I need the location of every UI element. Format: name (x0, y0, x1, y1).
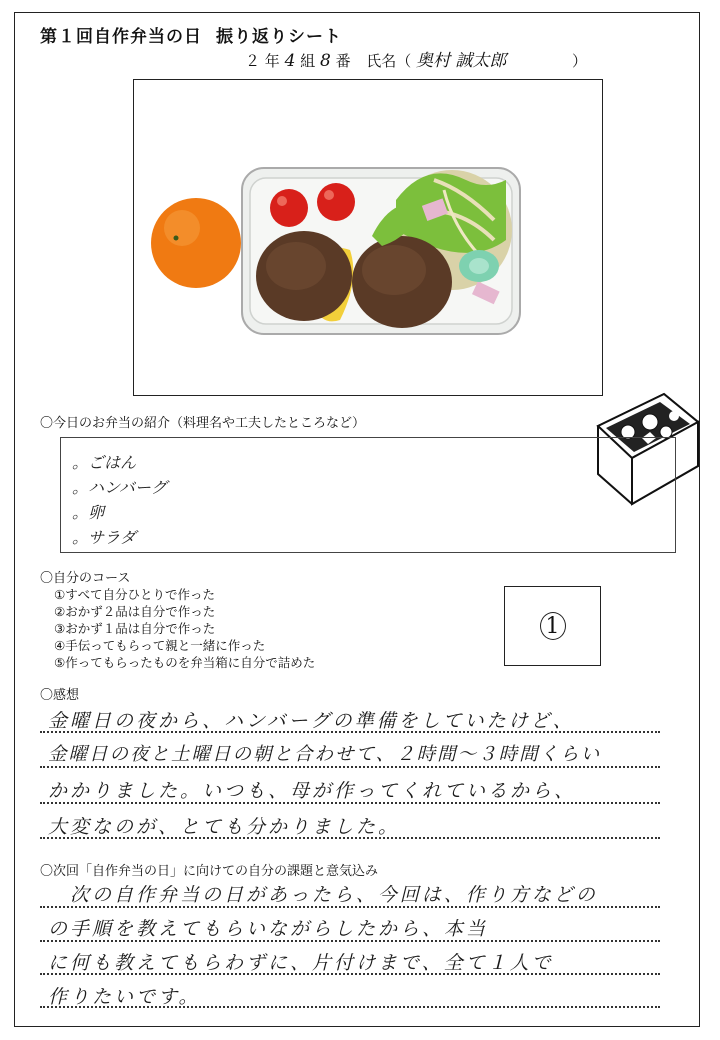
grade-unit: 年 (264, 52, 280, 70)
ruled-line (40, 940, 660, 942)
impression-line-1: 金曜日の夜から、ハンバーグの準備をしていたけど、 (48, 710, 575, 732)
class-value: 4 (284, 51, 296, 71)
bento-photo (133, 79, 603, 396)
course-option-2: ②おかず２品は自分で作った (54, 604, 216, 619)
course-selected-value: 1 (540, 612, 566, 640)
next-goals-section-label: 〇次回「自作弁当の日」に向けての自分の課題と意気込み (40, 864, 379, 879)
course-option-3: ③おかず１品は自分で作った (54, 621, 216, 636)
intro-item-3: 。卵 (72, 503, 105, 522)
tomato-left (270, 189, 308, 227)
ruled-line (40, 766, 660, 768)
title-main: 第１回自作弁当の日 (40, 27, 202, 47)
intro-item-2: 。ハンバーグ (72, 478, 167, 497)
goal-line-1: 次の自作弁当の日があったら、今回は、作り方などの (70, 884, 598, 906)
ruled-line (40, 1006, 660, 1008)
intro-section-label: 〇今日のお弁当の紹介（料理名や工夫したところなど） (40, 416, 366, 431)
ruled-line (40, 973, 660, 975)
student-info (245, 46, 587, 71)
ruled-line (40, 731, 660, 733)
course-option-4: ④手伝ってもらって親と一緒に作った (54, 638, 266, 653)
tangerine-fruit (151, 198, 241, 288)
seat-value: 8 (320, 51, 331, 71)
goal-line-2: の手順を教えてもらいながらしたから、本当 (48, 918, 489, 940)
intro-item-1: 。ごはん (72, 453, 137, 472)
ruled-line (40, 802, 660, 804)
ruled-line (40, 837, 660, 839)
sheet-title (40, 22, 342, 47)
name-value: 奥村 誠太郎 (415, 51, 507, 71)
course-option-1: ①すべて自分ひとりで作った (54, 587, 215, 602)
course-option-5: ⑤作ってもらったものを弁当箱に自分で詰めた (54, 655, 316, 670)
bento-illustration (134, 80, 602, 395)
impressions-section-label: 〇感想 (40, 688, 80, 703)
goal-line-3: に何も教えてもらわずに、片付けまで、全て１人で (48, 952, 554, 974)
name-label: 氏名（ (366, 52, 412, 70)
grade-value: ２ (245, 52, 261, 70)
intro-item-4: 。サラダ (72, 528, 136, 547)
impression-line-4: 大変なのが、とても分かりました。 (48, 816, 401, 838)
ruled-line (40, 906, 660, 908)
impression-line-2: 金曜日の夜と土曜日の朝と合わせて、２時間〜３時間くらい (48, 744, 602, 765)
tomato-right (317, 183, 355, 221)
class-unit: 組 (300, 52, 316, 70)
goal-line-4: 作りたいです。 (48, 986, 201, 1008)
course-section-label: 〇自分のコース (40, 571, 131, 586)
title-sub: 振り返りシート (216, 27, 342, 47)
name-close: ） (571, 52, 587, 70)
impression-line-3: かかりました。いつも、母が作ってくれているから、 (48, 780, 577, 802)
course-answer-box (504, 586, 601, 666)
seat-unit: 番 (335, 52, 351, 70)
